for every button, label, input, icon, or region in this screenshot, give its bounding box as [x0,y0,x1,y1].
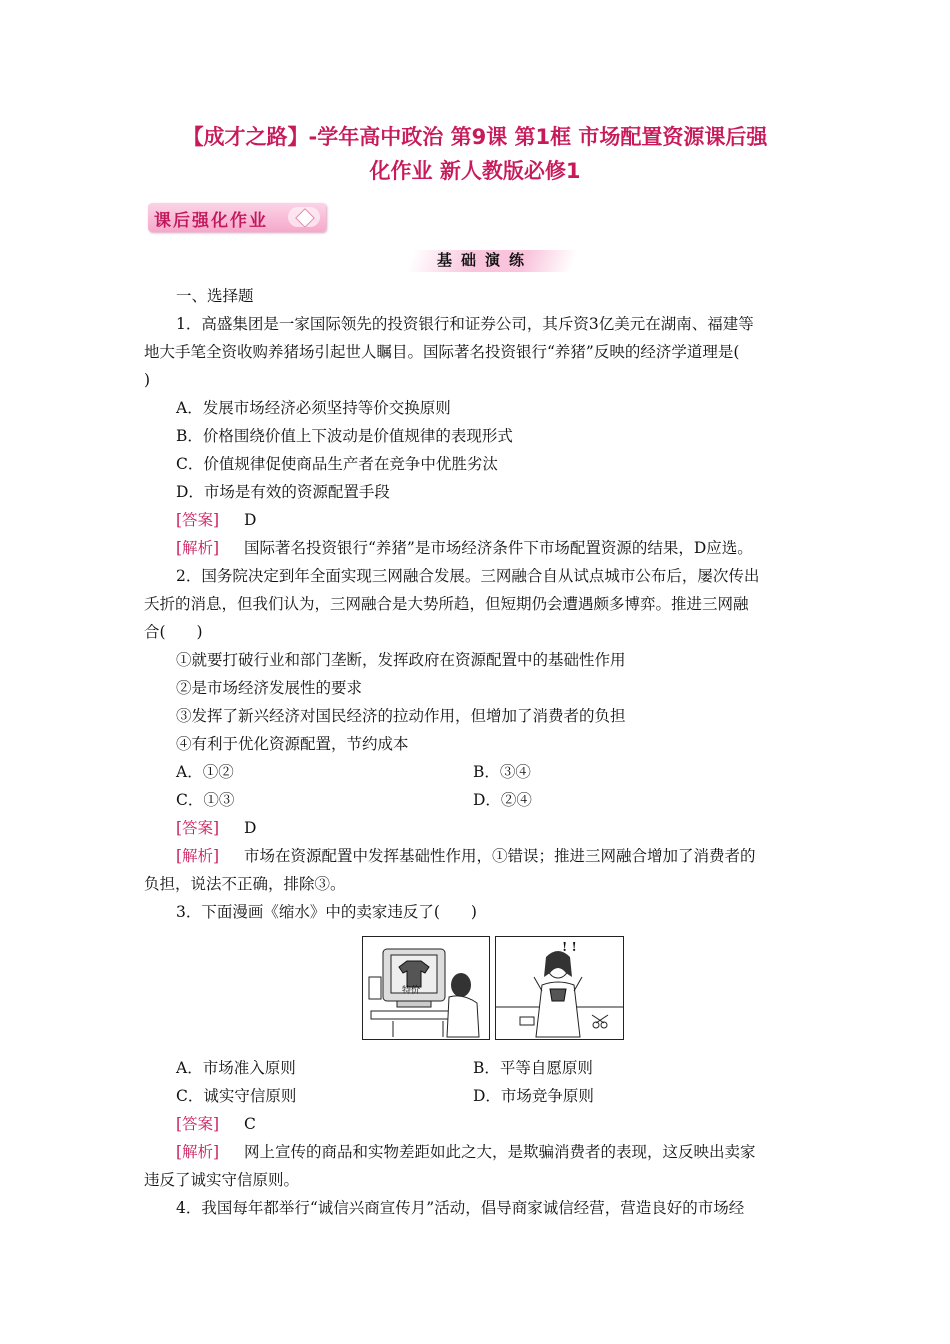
q2-answer-label: [答案] [176,819,220,837]
document-title-line-1: 【成才之路】-学年高中政治 第9课 第1框 市场配置资源课后强 [182,125,768,149]
cartoon-panel-shrunk [495,936,624,1040]
q2-item-3: ③发挥了新兴经济对国民经济的拉动作用，但增加了消费者的负担 [176,707,626,725]
q3-answer: C [244,1115,256,1133]
q1-option-a: A．发展市场经济必须坚持等价交换原则 [176,399,451,417]
cartoon-figure [362,936,624,1038]
q2-item-2: ②是市场经济发展性的要求 [176,679,363,697]
q3-analysis-line-1: 网上宣传的商品和实物差距如此之大，是欺骗消费者的表现，这反映出卖家 [244,1143,756,1161]
q2-analysis-label: [解析] [176,847,220,865]
section-title: 基础演练 [436,251,533,269]
q1-option-d: D．市场是有效的资源配置手段 [176,483,390,501]
q2-item-1: ①就要打破行业和部门垄断，发挥政府在资源配置中的基础性作用 [176,651,626,669]
q2-option-a: A．①② [176,763,234,781]
cartoon-panel-computer [362,936,490,1040]
q1-option-b: B．价格围绕价值上下波动是价值规律的表现形式 [176,427,513,445]
q2-option-c: C．①③ [176,791,235,809]
q1-stem-line-2: 地大手笔全资收购养猪场引起世人瞩目。国际著名投资银行“养猪”反映的经济学道理是( [144,343,740,361]
q4-stem-line-1: 4．我国每年都举行“诚信兴商宣传月”活动，倡导商家诚信经营，营造良好的市场经 [176,1199,745,1217]
q3-analysis-label: [解析] [176,1143,220,1161]
q1-stem-line-3: ) [144,371,151,389]
q2-analysis-line-2: 负担，说法不正确，排除③。 [144,875,346,893]
q1-option-c: C．价值规律促使商品生产者在竞争中优胜劣汰 [176,455,498,473]
q3-option-b: B．平等自愿原则 [473,1059,593,1077]
surprised-buyer-illustration [496,937,623,1039]
svg-text:! !: ! ! [562,940,577,954]
q2-item-4: ④有利于优化资源配置，节约成本 [176,735,409,753]
q2-answer: D [244,819,257,837]
q1-analysis-line-1: 国际著名投资银行“养猪”是市场经济条件下市场配置资源的结果，D应选。 [244,539,753,557]
q1-analysis-label: [解析] [176,539,220,557]
q3-analysis-line-2: 违反了诚实守信原则。 [144,1171,300,1189]
q1-stem-line-1: 1．高盛集团是一家国际领先的投资银行和证券公司，其斥资3亿美元在湖南、福建等 [176,315,754,333]
q2-stem-line-2: 夭折的消息，但我们认为，三网融合是大势所趋，但短期仍会遭遇颇多博弈。推进三网融 [144,595,749,613]
section-banner [148,203,326,232]
q3-stem-line-1: 3．下面漫画《缩水》中的卖家违反了( ) [176,903,477,921]
q2-analysis-line-1: 市场在资源配置中发挥基础性作用，①错误；推进三网融合增加了消费者的 [244,847,756,865]
q2-option-d: D．②④ [473,791,532,809]
q2-option-b: B．③④ [473,763,531,781]
q3-answer-label: [答案] [176,1115,220,1133]
computer-shopper-illustration [363,937,489,1039]
part-heading: 一、选择题 [176,287,254,305]
q3-option-a: A．市场准入原则 [176,1059,296,1077]
document-title-line-2: 化作业 新人教版必修1 [369,159,581,183]
banner-label: 课后强化作业 [154,211,268,231]
cartoon-price-tag: 特价 [402,986,421,996]
q3-option-c: C．诚实守信原则 [176,1087,297,1105]
q1-answer: D [244,511,257,529]
q2-stem-line-1: 2．国务院决定到年全面实现三网融合发展。三网融合自从试点城市公布后，屡次传出 [176,567,760,585]
q1-answer-label: [答案] [176,511,220,529]
q2-stem-line-3: 合( ) [144,623,203,641]
q3-option-d: D．市场竞争原则 [473,1087,594,1105]
